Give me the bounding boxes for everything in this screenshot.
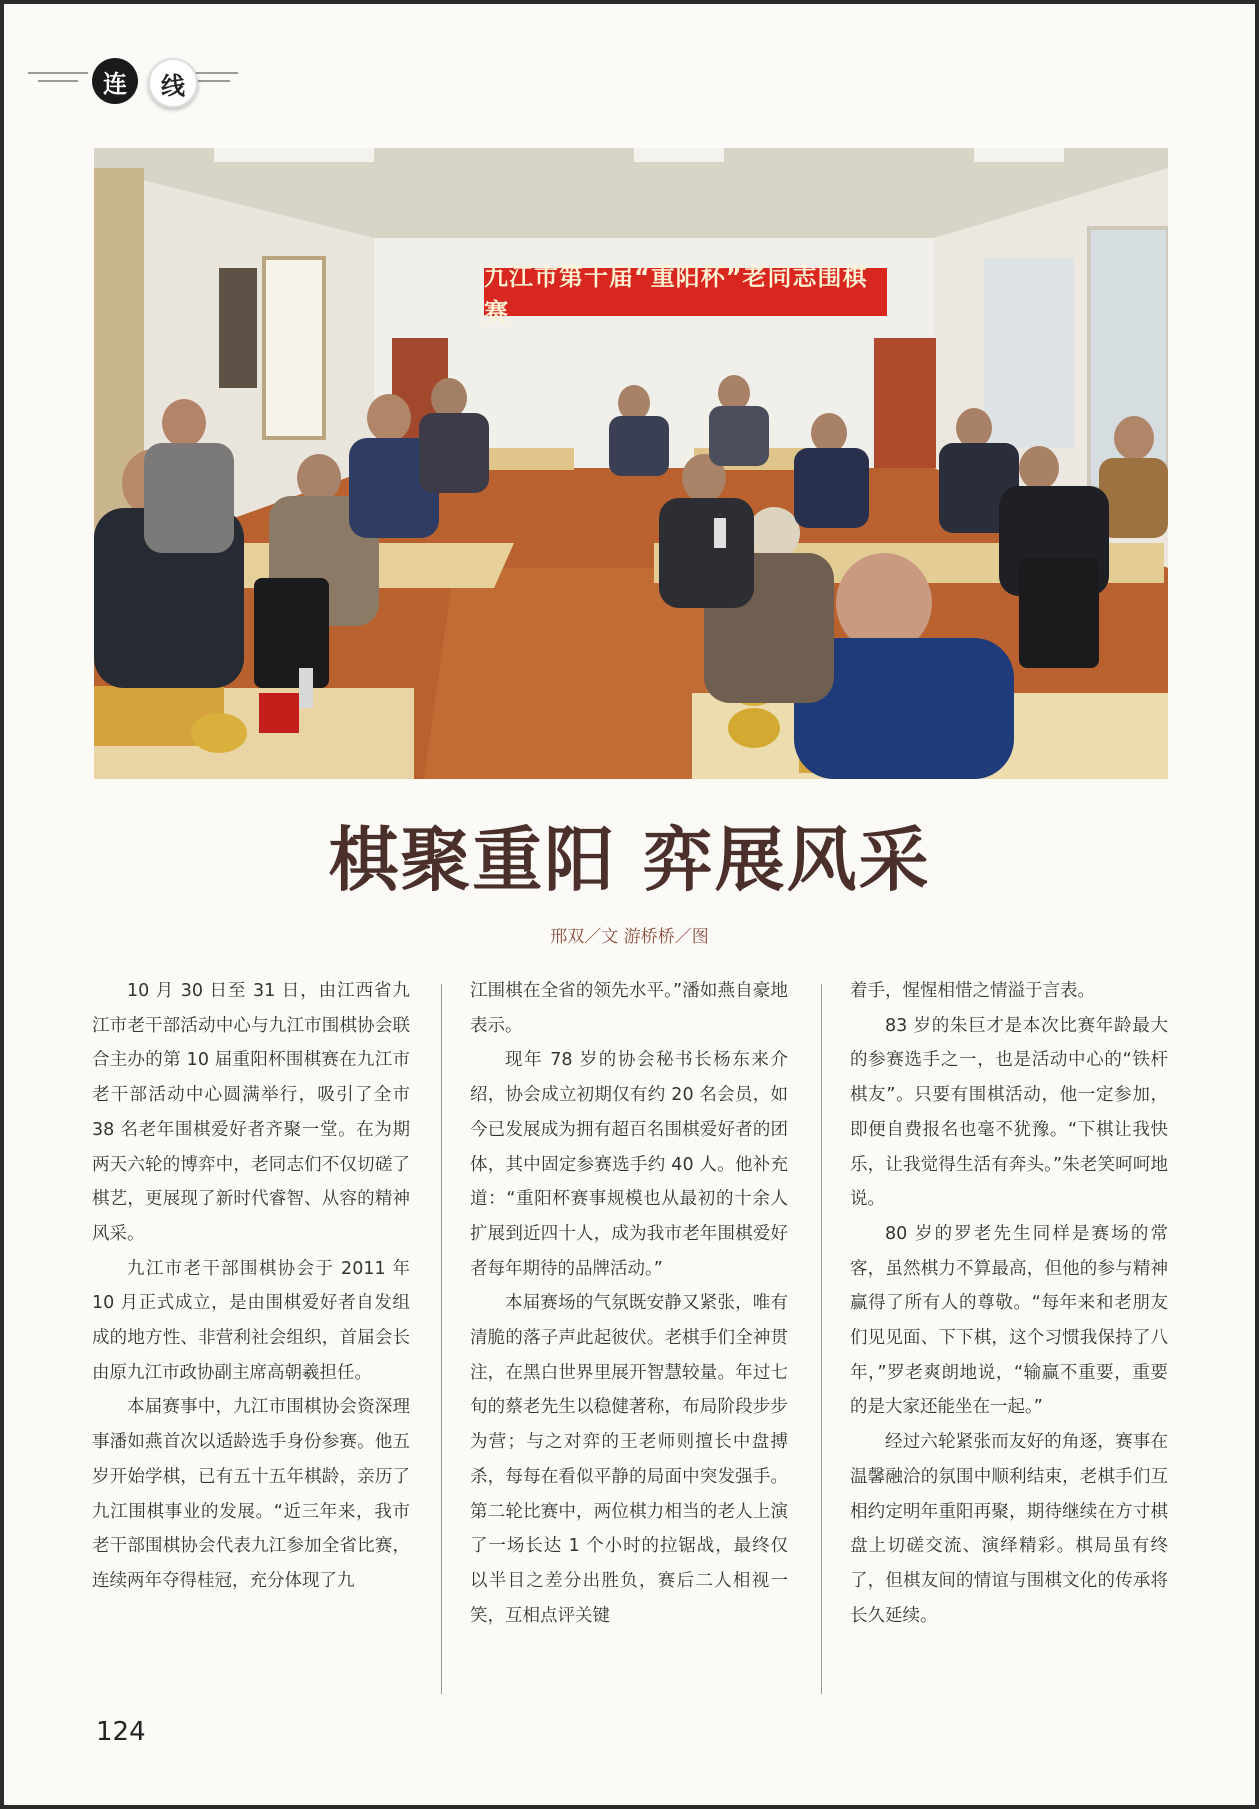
article-column-3: [850, 974, 1168, 1633]
paragraph: 江围棋在全省的领先水平。”潘如燕自豪地表示。: [470, 981, 788, 1036]
column-divider: [441, 984, 442, 1694]
page-number: 124: [96, 1717, 146, 1747]
paragraph: 80 岁的罗老先生同样是赛场的常客，虽然棋力不算最高，但他的参与精神赢得了所有人的尊敬。“每年来和老朋友们见见面、下下棋，这个习惯我保持了八年，”罗老爽朗地说，“输赢不重要，重要的是大家还能坐在一起。”: [850, 1223, 1168, 1418]
article-byline: 邢双／文 游桥桥／图: [550, 927, 709, 947]
paragraph: 本届赛场的气氛既安静又紧张，唯有清脆的落子声此起彼伏。老棋手们全神贯注，在黑白世界里展开智慧较量。年过七旬的蔡老先生以稳健著称，布局阶段步步为营；与之对弈的王老师则擅长中盘搏杀，每每在看似平静的局面中突发强手。第二轮比赛中，两位棋力相当的老人上演了一场长达 1 个小时的拉锯战，最终仅以半目之差分出胜负，赛后二人相视一笑，互相点评关键: [470, 1293, 788, 1626]
photo-illustration: [94, 148, 1168, 779]
badge-char-1: 连: [92, 58, 138, 104]
paragraph: 83 岁的朱巨才是本次比赛年龄最大的参赛选手之一，也是活动中心的“铁杆棋友”。只要有围棋活动，他一定参加，即便自费报名也毫不犹豫。“下棋让我快乐，让我觉得生活有奔头。”朱老笑呵呵地说。: [850, 1015, 1168, 1210]
paragraph: 着手，惺惺相惜之情溢于言表。: [850, 981, 1095, 1001]
paragraph: 10 月 30 日至 31 日，由江西省九江市老干部活动中心与九江市围棋协会联合主办的第 10 届重阳杯围棋赛在九江市老干部活动中心圆满举行，吸引了全市 38 名老年围棋爱好者齐聚一堂。在为期两天六轮的博弈中，老同志们不仅切磋了棋艺，更展现了新时代睿智、从容的精神风采。: [92, 981, 410, 1244]
paragraph: 九江市老干部围棋协会于 2011 年 10 月正式成立，是由围棋爱好者自发组成的地方性、非营利社会组织，首届会长由原九江市政协副主席高朝羲担任。: [92, 1258, 410, 1383]
paragraph: 本届赛事中，九江市围棋协会资深理事潘如燕首次以适龄选手身份参赛。他五岁开始学棋，已有五十五年棋龄，亲历了九江围棋事业的发展。“近三年来，我市老干部围棋协会代表九江参加全省比赛，连续两年夺得桂冠，充分体现了九: [92, 1397, 410, 1591]
column-divider: [821, 984, 822, 1694]
paragraph: 现年 78 岁的协会秘书长杨东来介绍，协会成立初期仅有约 20 名会员，如今已发展成为拥有超百名围棋爱好者的团体，其中固定参赛选手约 40 人。他补充道：“重阳杯赛事规模也从最初的十余人扩展到近四十人，成为我市老年围棋爱好者每年期待的品牌活动。”: [470, 1050, 788, 1279]
paragraph: 经过六轮紧张而友好的角逐，赛事在温馨融洽的氛围中顺利结束，老棋手们互相约定明年重阳再聚，期待继续在方寸棋盘上切磋交流、演绎精彩。棋局虽有终了，但棋友间的情谊与围棋文化的传承将长久延续。: [850, 1432, 1168, 1626]
article-title: 棋聚重阳 弈展风采: [328, 818, 931, 901]
tournament-photo: [94, 148, 1168, 779]
magazine-page: [4, 4, 1255, 1805]
photo-banner: 九江市第十届“重阳杯”老同志围棋赛: [484, 268, 887, 316]
badge-char-2: 线: [148, 58, 198, 108]
section-badge: [28, 52, 238, 112]
article-column-1: [92, 974, 410, 1599]
article-column-2: [470, 974, 788, 1633]
